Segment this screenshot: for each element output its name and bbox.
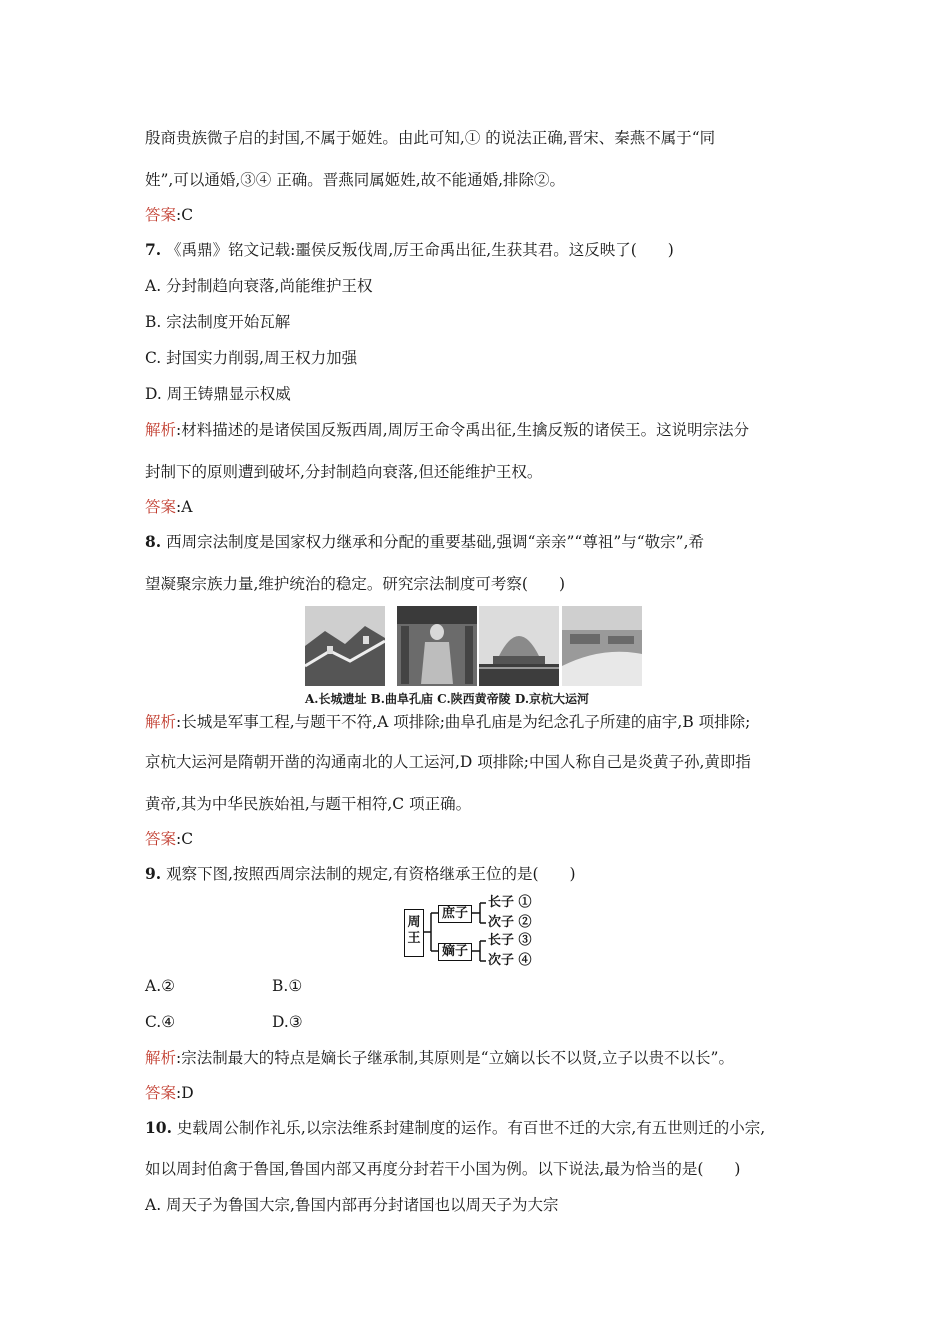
answer-6: 答案:C [145, 206, 194, 224]
question-9: 9. 观察下图,按照西周宗法制的规定,有资格继承王位的是( ) [145, 864, 576, 883]
analysis-7: 解析:材料描述的是诸侯国反叛西周,周厉王命令禹出征,生擒反叛的诸侯王。这说明宗法分 [145, 421, 750, 439]
question-10: 10. 史载周公制作礼乐,以宗法维系封建制度的运作。有百世不迁的大宗,有五世则迁的小宗, [145, 1118, 766, 1137]
answer-8: 答案:C [145, 830, 194, 848]
text-line: 姓”,可以通婚,③④ 正确。晋燕同属姬姓,故不能通婚,排除②。 [145, 171, 566, 189]
analysis-9: 解析:宗法制最大的特点是嫡长子继承制,其原则是“立嫡以长不以贤,立子以贵不以长”。 [145, 1049, 734, 1067]
question-8: 8. 西周宗法制度是国家权力继承和分配的重要基础,强调“亲亲”“尊祖”与“敬宗”,希 [145, 532, 705, 551]
grand-canal-photo [562, 606, 642, 686]
son-1: 长子 ① [488, 895, 532, 910]
son-2: 次子 ② [488, 915, 532, 930]
succession-diagram [400, 893, 560, 973]
yellow-emperor-mausoleum-photo [479, 606, 559, 686]
option-9d: D.③ [272, 1013, 303, 1031]
option-9b: B.① [272, 977, 303, 995]
option-10a: A. 周天子为鲁国大宗,鲁国内部再分封诸国也以周天子为大宗 [145, 1196, 559, 1214]
diagram-connectors [400, 893, 560, 973]
text-line: 望凝聚宗族力量,维护统治的稳定。研究宗法制度可考察( ) [145, 575, 566, 593]
text-line: 封制下的原则遭到破坏,分封制趋向衰落,但还能维护王权。 [145, 463, 543, 481]
photo-caption: A.长城遗址 B.曲阜孔庙 C.陕西黄帝陵 D.京杭大运河 [305, 692, 590, 706]
dizi-label: 嫡子 [442, 944, 469, 959]
confucius-temple-photo [397, 606, 477, 686]
text-line: 京杭大运河是隋朝开凿的沟通南北的人工运河,D 项排除;中国人称自己是炎黄子孙,黄即指 [145, 753, 751, 771]
option-9c: C.④ [145, 1013, 176, 1031]
option-7a: A. 分封制趋向衰落,尚能维护王权 [145, 277, 373, 295]
son-3: 长子 ③ [488, 933, 532, 948]
text-line: 黄帝,其为中华民族始祖,与题干相符,C 项正确。 [145, 795, 472, 813]
option-7d: D. 周王铸鼎显示权威 [145, 385, 291, 403]
answer-7: 答案:A [145, 498, 193, 516]
question-7: 7. 《禹鼎》铭文记载:噩侯反叛伐周,厉王命禹出征,生获其君。这反映了( ) [145, 240, 674, 259]
analysis-8: 解析:长城是军事工程,与题干不符,A 项排除;曲阜孔庙是为纪念孔子所建的庙宇,B 项排除; [145, 713, 751, 731]
shuzi-label: 庶子 [442, 906, 469, 921]
great-wall-photo [305, 606, 385, 686]
text-line: 如以周封伯禽于鲁国,鲁国内部又再度分封若干小国为例。以下说法,最为恰当的是( ) [145, 1160, 741, 1178]
answer-9: 答案:D [145, 1084, 194, 1102]
option-9a: A.② [145, 977, 176, 995]
option-7c: C. 封国实力削弱,周王权力加强 [145, 349, 358, 367]
photo-strip [305, 606, 643, 708]
text-line: 殷商贵族微子启的封国,不属于姬姓。由此可知,① 的说法正确,晋宋、秦燕不属于“同 [145, 129, 716, 147]
answer-label: 答案 [145, 206, 177, 224]
son-4: 次子 ④ [488, 953, 532, 968]
king-label: 周王 [407, 915, 421, 946]
option-7b: B. 宗法制度开始瓦解 [145, 313, 291, 331]
